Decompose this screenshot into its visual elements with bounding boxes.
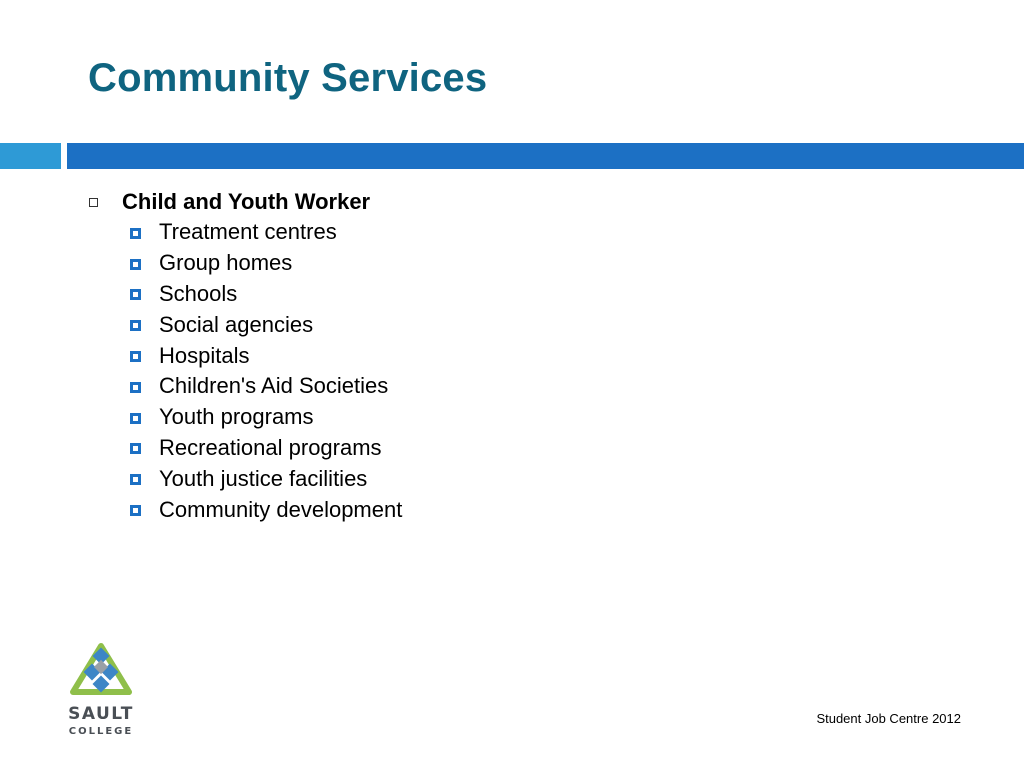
square-bullet-icon <box>130 228 141 239</box>
square-bullet-icon <box>130 413 141 424</box>
sub-bullet-label: Youth justice facilities <box>159 465 368 491</box>
sub-bullet-item <box>88 217 988 248</box>
hollow-square-bullet-icon <box>89 198 98 207</box>
logo-text-college: COLLEGE <box>68 726 134 737</box>
header-bar-accent <box>0 143 61 169</box>
square-bullet-icon <box>130 443 141 454</box>
sub-bullet-item <box>88 309 988 340</box>
sault-college-logo-icon <box>66 640 136 704</box>
square-bullet-icon <box>130 382 141 393</box>
square-bullet-icon <box>130 505 141 516</box>
sub-bullet-item <box>88 402 988 433</box>
main-bullet-item <box>88 186 988 217</box>
sub-bullet-item <box>88 494 988 525</box>
main-bullet-label: Child and Youth Worker <box>122 188 371 214</box>
square-bullet-icon <box>130 289 141 300</box>
slide-title: Community Services <box>88 56 488 100</box>
square-bullet-icon <box>130 351 141 362</box>
square-bullet-icon <box>130 259 141 270</box>
sub-bullet-item <box>88 248 988 279</box>
slide-content <box>88 186 988 525</box>
sub-bullet-label: Hospitals <box>159 342 250 368</box>
sub-bullet-label: Community development <box>159 496 403 522</box>
sub-bullet-item <box>88 371 988 402</box>
logo-text-sault: SAULT <box>68 704 134 724</box>
sub-bullet-item <box>88 463 988 494</box>
sub-bullet-label: Treatment centres <box>159 219 337 245</box>
sub-bullet-list <box>88 217 988 525</box>
header-bar <box>67 143 1024 169</box>
square-bullet-icon <box>130 320 141 331</box>
sub-bullet-label: Youth programs <box>159 404 314 430</box>
sub-bullet-item <box>88 279 988 310</box>
sub-bullet-label: Children's Aid Societies <box>159 373 389 399</box>
sub-bullet-label: Social agencies <box>159 311 314 337</box>
college-logo <box>66 640 136 740</box>
sub-bullet-item <box>88 340 988 371</box>
footer-text: Student Job Centre 2012 <box>816 711 961 726</box>
square-bullet-icon <box>130 474 141 485</box>
sub-bullet-label: Recreational programs <box>159 434 382 460</box>
sub-bullet-label: Schools <box>159 280 238 306</box>
sub-bullet-item <box>88 433 988 464</box>
sub-bullet-label: Group homes <box>159 250 293 276</box>
